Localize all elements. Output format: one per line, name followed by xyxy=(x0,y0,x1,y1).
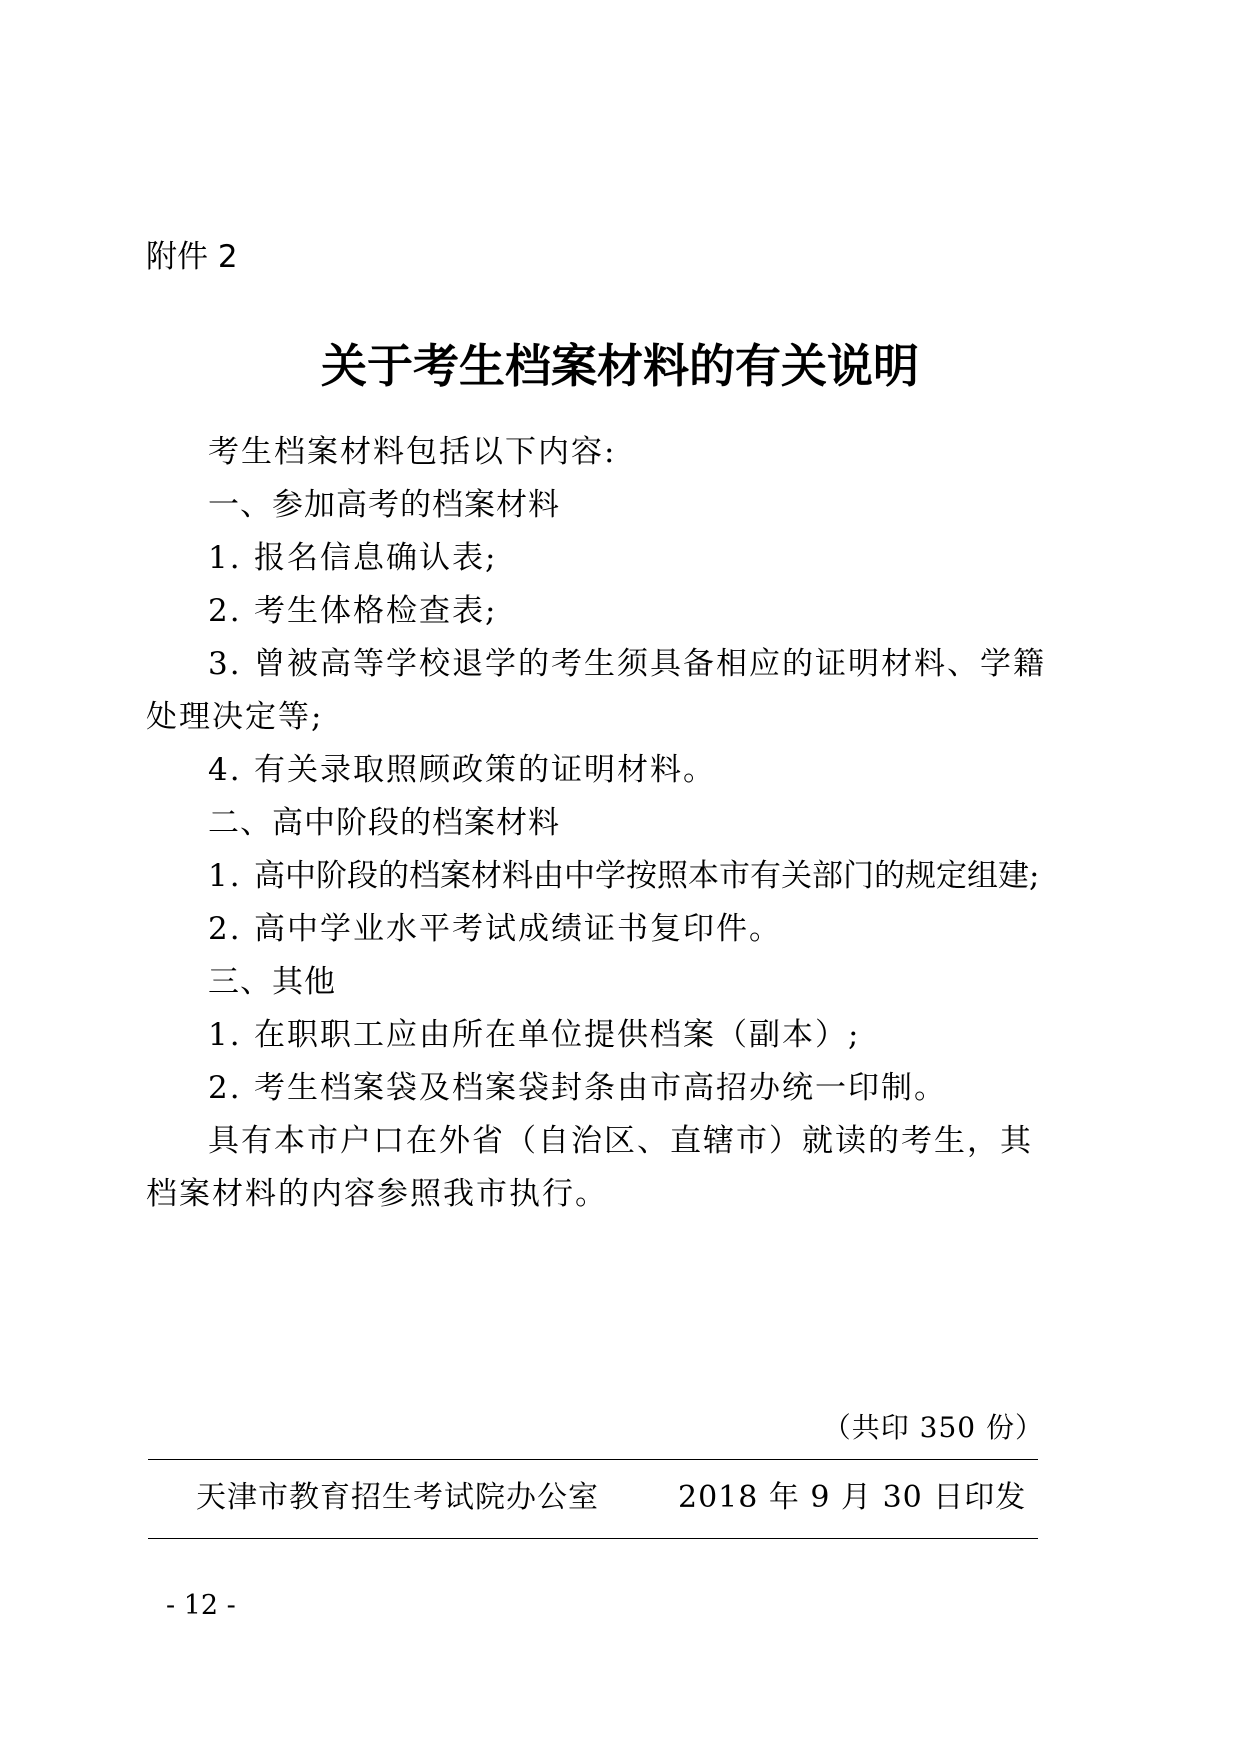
list-item xyxy=(208,1066,947,1110)
list-item-text: 考生档案袋及档案袋封条由市高招办统一印制。 xyxy=(254,1070,947,1106)
footer-rule-bottom xyxy=(148,1538,1038,1539)
list-item-text: 报名信息确认表; xyxy=(254,540,498,576)
document-title: 关于考生档案材料的有关说明 xyxy=(321,339,919,393)
list-item xyxy=(208,589,497,633)
footer-rule-top xyxy=(148,1459,1038,1460)
intro-paragraph: 考生档案材料包括以下内容: xyxy=(208,434,617,470)
list-item-number: 1. xyxy=(208,858,242,894)
page-number: - 12 - xyxy=(166,1590,236,1621)
list-item xyxy=(208,536,497,580)
list-item-number: 2. xyxy=(208,1070,242,1106)
section-1-heading: 一、参加高考的档案材料 xyxy=(208,487,560,523)
list-item xyxy=(208,854,1039,898)
list-item-text: 在职职工应由所在单位提供档案（副本）; xyxy=(254,1017,861,1053)
issue-date: 2018 年 9 月 30 日印发 xyxy=(678,1480,1027,1515)
list-item-text: 有关录取照顾政策的证明材料。 xyxy=(254,752,716,788)
section-2-heading: 二、高中阶段的档案材料 xyxy=(208,805,560,841)
list-item-number: 3. xyxy=(208,646,242,682)
closing-paragraph-line-2: 档案材料的内容参照我市执行。 xyxy=(146,1176,608,1212)
issuing-office: 天津市教育招生考试院办公室 xyxy=(196,1480,599,1515)
attachment-label: 附件 2 xyxy=(146,239,238,275)
list-item xyxy=(208,1013,860,1057)
copies-note: （共印 350 份） xyxy=(822,1411,1044,1444)
list-item-number: 2. xyxy=(208,911,242,947)
list-item-number: 4. xyxy=(208,752,242,788)
list-item-continuation: 处理决定等; xyxy=(146,699,324,735)
list-item-number: 1. xyxy=(208,1017,242,1053)
closing-paragraph-line-1: 具有本市户口在外省（自治区、直辖市）就读的考生，其 xyxy=(208,1123,1033,1159)
list-item-number: 1. xyxy=(208,540,242,576)
list-item xyxy=(208,907,782,951)
list-item xyxy=(208,748,716,792)
list-item-number: 2. xyxy=(208,593,242,629)
section-3-heading: 三、其他 xyxy=(208,964,336,1000)
list-item-text: 考生体格检查表; xyxy=(254,593,498,629)
list-item-text: 高中学业水平考试成绩证书复印件。 xyxy=(254,911,782,947)
list-item xyxy=(208,642,1046,686)
list-item-text: 高中阶段的档案材料由中学按照本市有关部门的规定组建; xyxy=(254,858,1040,894)
list-item-text: 曾被高等学校退学的考生须具备相应的证明材料、学籍 xyxy=(254,646,1046,682)
